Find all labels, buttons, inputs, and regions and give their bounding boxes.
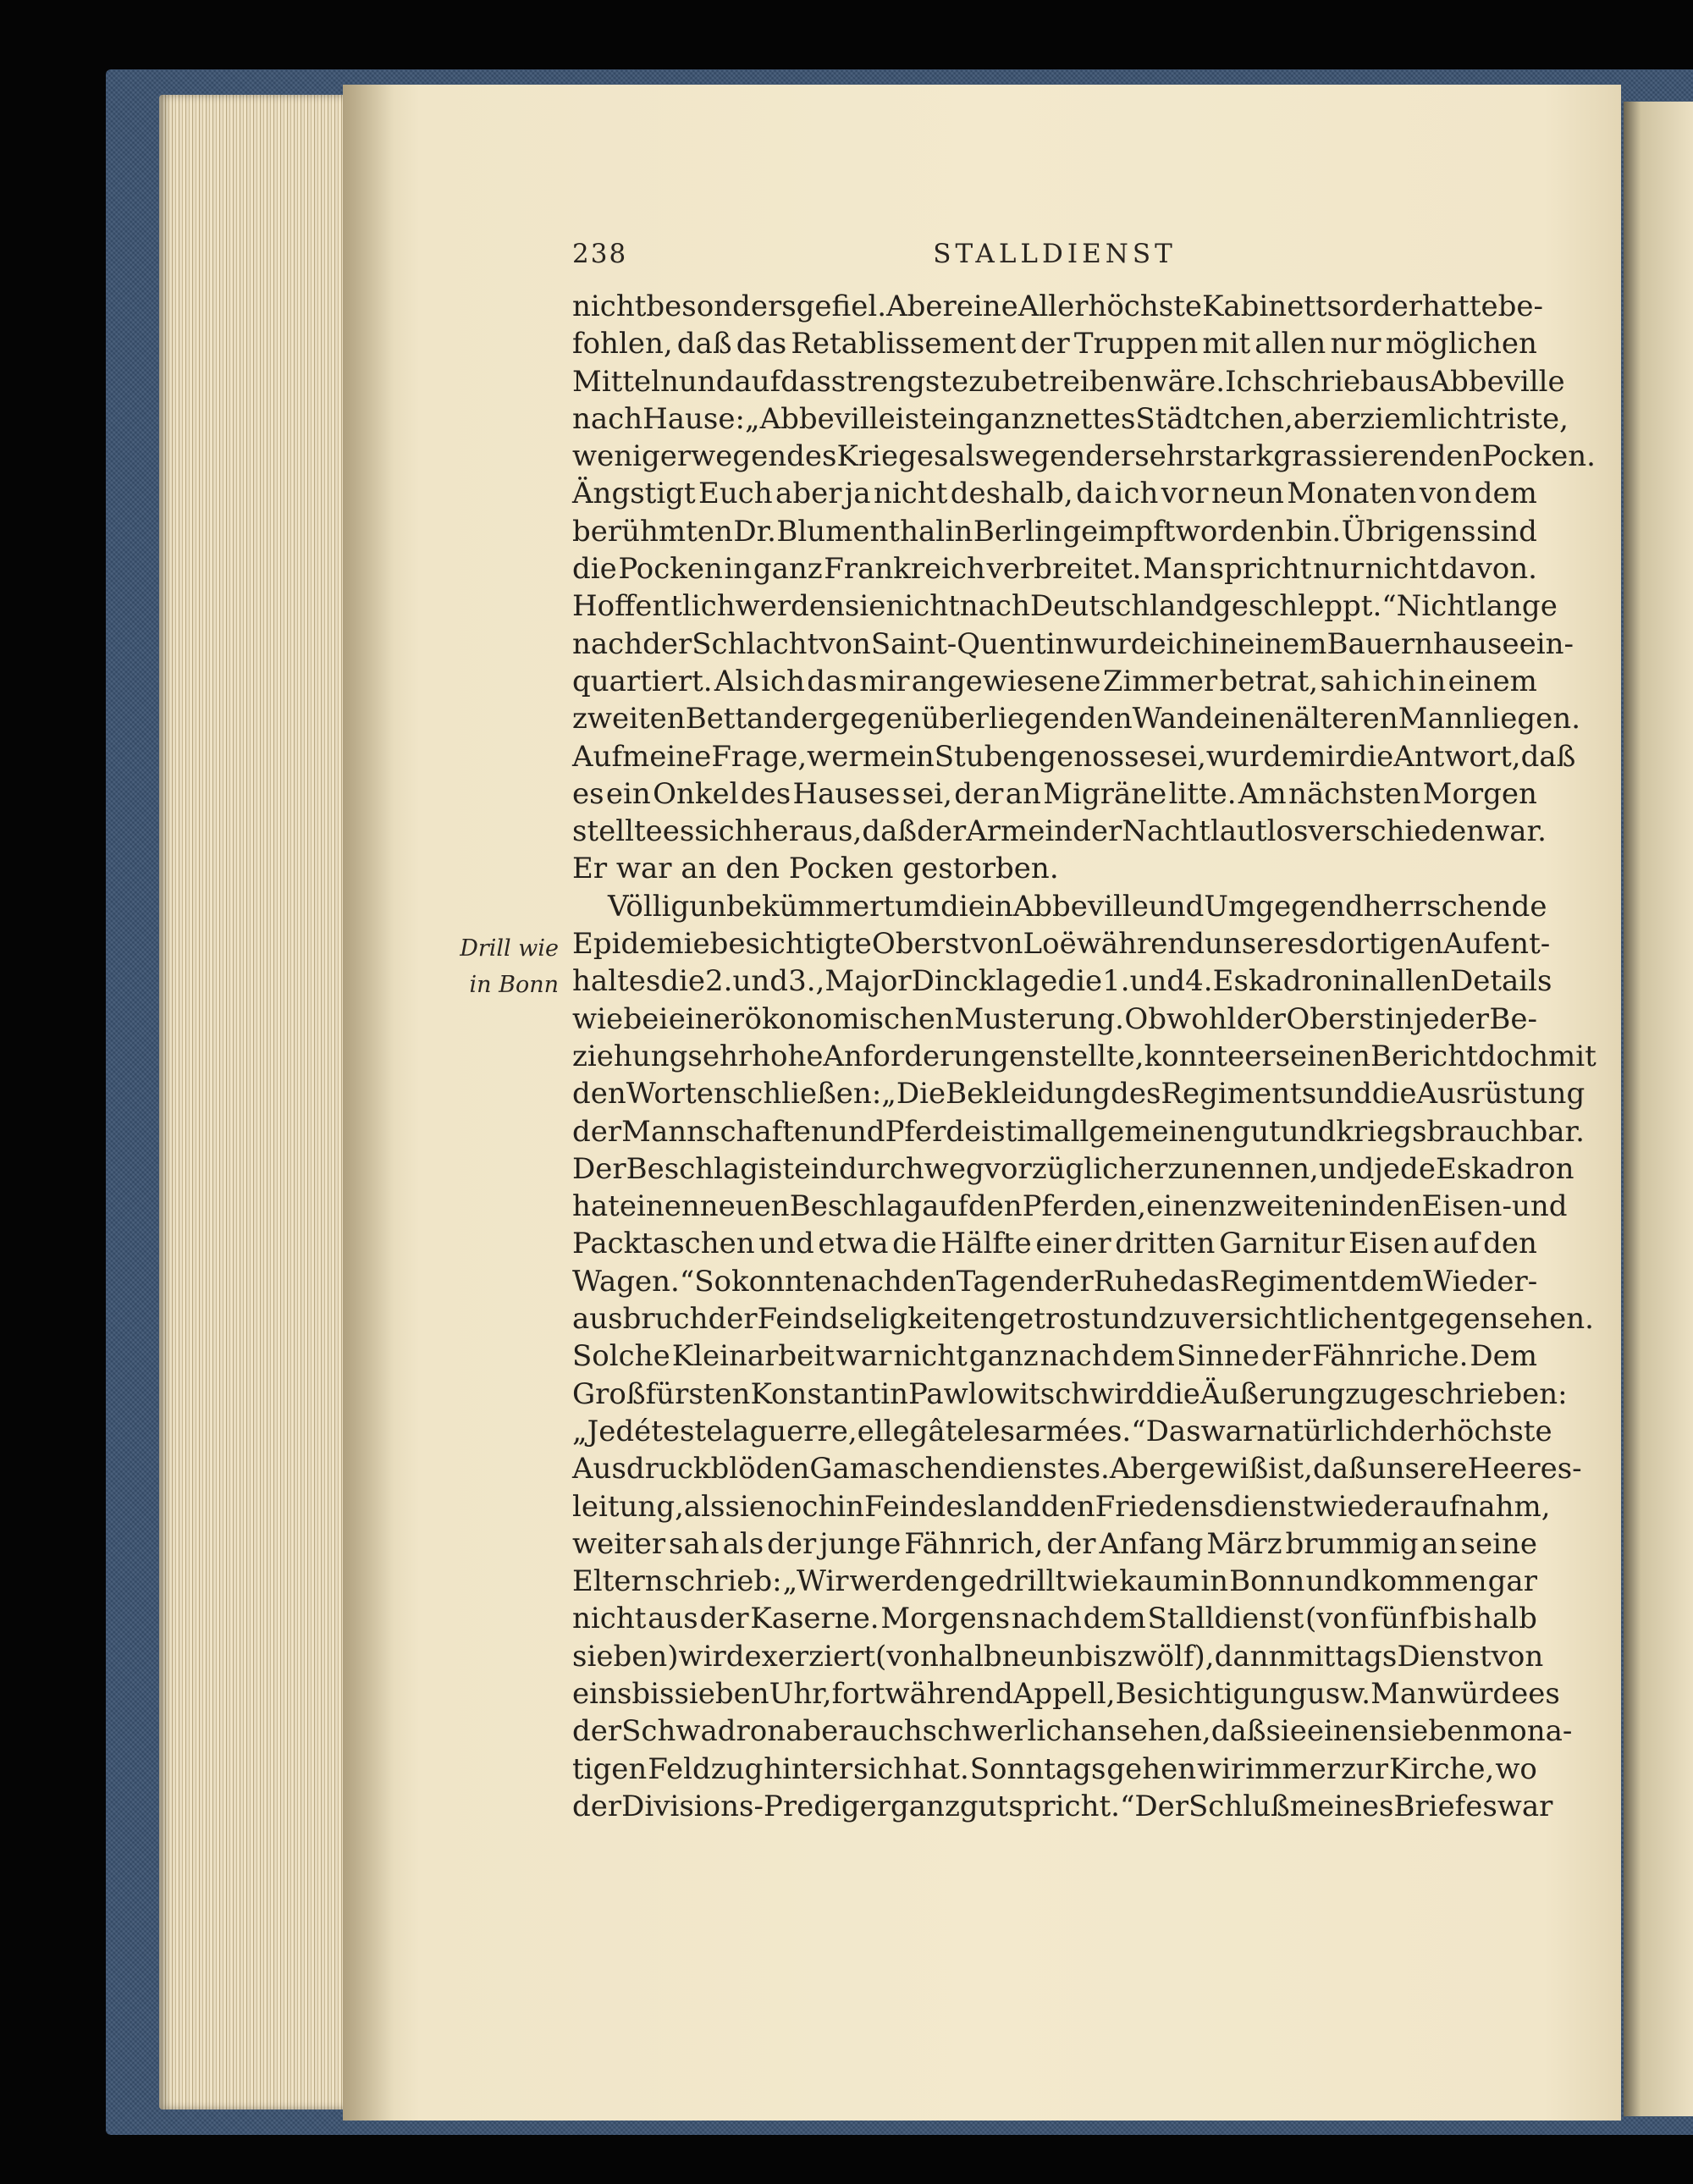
text-line: weniger wegen des Krieges als wegen der sehr stark grassierenden Pocken. <box>572 439 1596 474</box>
text-line: Solche Kleinarbeit war nicht ganz nach dem Sinne der Fähnriche. Dem <box>572 1339 1537 1374</box>
text-line: Der Beschlag ist ein durchweg vorzüglicher zu nennen, und jede Eskadron <box>572 1151 1574 1186</box>
text-line: berühmten Dr. Blumenthal in Berlin geimpft worden bin. Übrigens sind <box>572 514 1537 549</box>
text-line: nach Hause: „Abbeville ist ein ganz nettes Städtchen, aber ziemlich triste, <box>572 401 1569 436</box>
body-text <box>572 288 1596 1825</box>
text-line: stellte es sich heraus, daß der Arme in der Nacht lautlos verschieden war. <box>572 814 1547 849</box>
text-line: Packtaschen und etwa die Hälfte einer dritten Garnitur Eisen auf den <box>572 1227 1537 1261</box>
text-line: Wagen.“ So konnte nach den Tagen der Ruhe das Regiment dem Wieder- <box>572 1264 1538 1299</box>
text-line: weiter sah als der junge Fähnrich, der Anfang März brummig an seine <box>572 1526 1537 1561</box>
text-line: der Mannschaften und Pferde ist im allgemeinen gut und kriegsbrauchbar. <box>572 1114 1585 1149</box>
page-number: 238 <box>572 239 628 269</box>
running-head-title: STALLDIENST <box>933 239 1177 269</box>
text-line: nicht besonders gefiel. Aber eine Allerhöchste Kabinettsorder hatte be- <box>572 290 1543 323</box>
text-line: Großfürsten Konstantin Pawlowitsch wird die Äußerung zugeschrieben: <box>572 1376 1568 1411</box>
text-line: ausbruch der Feindseligkeiten getrost und zuversichtlich entgegensehen. <box>572 1302 1594 1337</box>
text-line: die Pocken in ganz Frankreich verbreitet. Man spricht nur nicht davon. <box>572 552 1537 587</box>
text-line: Eltern schrieb: „Wir werden gedrillt wie kaum in Bonn und kommen gar <box>572 1564 1537 1599</box>
text-line: „Je déteste la guerre, elle gâte les armées.“ Das war natürlich der höchste <box>572 1414 1552 1448</box>
text-line: der Divisions-Prediger ganz gut spricht.“ Der Schluß meines Briefes war <box>572 1789 1553 1823</box>
text-line: nicht aus der Kaserne. Morgens nach dem Stalldienst (von fünf bis halb <box>572 1602 1537 1636</box>
text-line: Epidemie besichtigte Oberst von Loë während unseres dortigen Aufent- <box>572 927 1551 962</box>
text-line: nach der Schlacht von Saint-Quentin wurde ich in einem Bauernhause ein- <box>572 626 1574 661</box>
text-line: Hoffentlich werden sie nicht nach Deutschland geschleppt.“ Nicht lange <box>572 589 1558 624</box>
text-line: Ängstigt Euch aber ja nicht deshalb, da ich vor neun Monaten von dem <box>572 477 1537 511</box>
text-line: quartiert. Als ich das mir angewiesene Zimmer betrat, sah ich in einem <box>572 664 1537 698</box>
text-line: sieben) wird exerziert (von halb neun bis zwölf), dann mittags Dienst von <box>572 1639 1544 1674</box>
text-line: der Schwadron aber auch schwerlich ansehen, daß sie einen siebenmona- <box>572 1714 1573 1749</box>
text-line: zweiten Bett an der gegenüberliegenden Wand einen älteren Mann liegen. <box>572 702 1581 736</box>
text-line: haltes die 2. und 3., Major Dincklage die 1. und 4. Eskadron in allen Details <box>572 964 1552 999</box>
facing-page-edge <box>1624 102 1693 2116</box>
margin-note-line-2: in Bonn <box>469 972 559 998</box>
text-line: hat einen neuen Beschlag auf den Pferden, einen zweiten in den Eisen- und <box>572 1189 1568 1224</box>
page-edges <box>159 95 358 2110</box>
text-line: Völlig unbekümmert um die in Abbeville und Umgegend herrschende <box>608 889 1547 924</box>
text-line: tigen Feldzug hinter sich hat. Sonntags gehen wir immer zur Kirche, wo <box>572 1751 1537 1786</box>
text-line: wie bei einer ökonomischen Musterung. Obwohl der Oberst in jeder Be- <box>572 1001 1537 1036</box>
text-line: ziehung sehr hohe Anforderungen stellte, konnte er seinen Bericht doch mit <box>572 1039 1596 1073</box>
text-line: eins bis sieben Uhr, fortwährend Appell, Besichtigung usw. Man würde es <box>572 1676 1560 1711</box>
text-line: Auf meine Frage, wer mein Stubengenosse sei, wurde mir die Antwort, daß <box>572 739 1576 774</box>
text-line: leitung, als sie noch in Feindesland den Friedensdienst wieder aufnahm, <box>572 1489 1551 1524</box>
text-line: es ein Onkel des Hauses sei, der an Migräne litte. Am nächsten Morgen <box>572 776 1537 811</box>
running-header <box>572 239 1537 273</box>
gutter-shadow <box>343 85 394 2121</box>
text-line: Ausdruck blöden Gamaschendienstes. Aber gewiß ist, daß unsere Heeres- <box>572 1452 1582 1486</box>
text-line: Mitteln und auf das strengste zu betreiben wäre. Ich schrieb aus Abbeville <box>572 364 1565 399</box>
text-line: Er war an den Pocken gestorben. <box>572 852 1059 886</box>
text-line: den Worten schließen: „Die Bekleidung des Regiments und die Ausrüstung <box>572 1077 1585 1111</box>
text-line: fohlen, daß das Retablissement der Truppen mit allen nur möglichen <box>572 327 1537 361</box>
margin-note-line-1: Drill wie <box>460 935 559 962</box>
